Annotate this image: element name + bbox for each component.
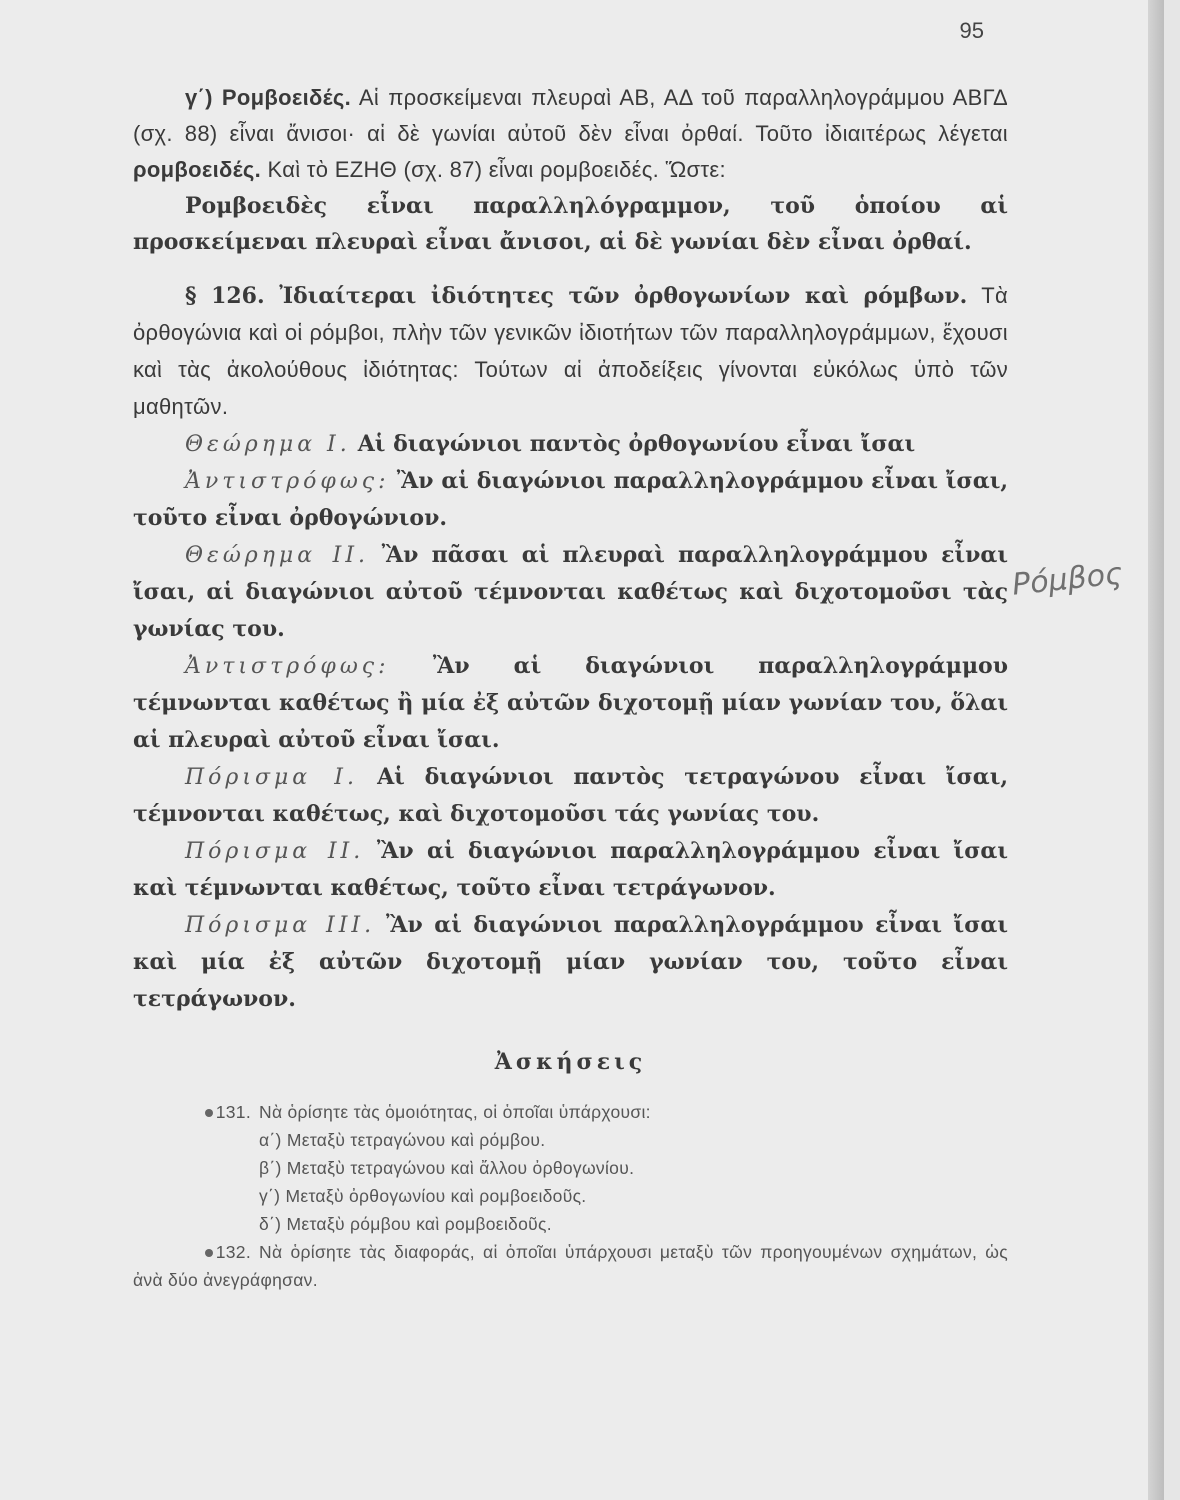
- exercise-132: [133, 1238, 1008, 1294]
- section-126-title: § 126. Ἰδιαίτεραι ἰδιότητες τῶν ὀρθογωνίων καὶ ρόμβων.: [185, 283, 968, 309]
- exercise-131: [133, 1098, 1008, 1126]
- exercise-131-item-a: α΄) Μεταξὺ τετραγώνου καὶ ρόμβου.: [259, 1130, 546, 1150]
- page-number: 95: [959, 18, 984, 43]
- exercises-list: [133, 1098, 1008, 1294]
- corollary-2-label: Πόρισμα ΙΙ.: [185, 839, 365, 864]
- theorem-1-label: Θεώρημα Ι.: [185, 432, 351, 457]
- rhomboid-text: Αἱ προσκείμεναι πλευραὶ ΑΒ, ΑΔ τοῦ παραλληλογράμμου ΑΒΓΔ (σχ. 88) εἶναι ἄνισοι· αἱ δὲ γωνίαι αὐτοῦ δὲν εἶναι ὀρθαί. Τοῦτο ἰδιαιτέρως λέγεται: [133, 85, 1008, 146]
- corollary-2-text: Ἂν αἱ διαγώνιοι παραλληλογράμμου εἶναι ἴσαι καὶ τέμνωνται καθέτως, τοῦτο εἶναι τετράγωνον.: [133, 838, 1009, 901]
- exercise-132-text: Νὰ ὁρίσητε τὰς διαφοράς, αἱ ὁποῖαι ὑπάρχουσι μεταξὺ τῶν προηγουμένων σχημάτων, ὡς ἀνὰ δύο ἀνεγράφησαν.: [133, 1242, 1008, 1290]
- exercise-131-item-c: γ΄) Μεταξὺ ὀρθογωνίου καὶ ρομβοειδοῦς.: [259, 1186, 587, 1206]
- converse-1: [133, 463, 1008, 537]
- section-126: [133, 278, 1008, 426]
- converse-1-label: Ἀντιστρόφως:: [185, 469, 390, 494]
- corollary-1: [133, 759, 1008, 833]
- rhomboid-text-2: Καὶ τὸ ΕΖΗΘ (σχ. 87) εἶναι ρομβοειδές. Ὥστε:: [267, 157, 726, 182]
- exercise-131-item-b: β΄) Μεταξὺ τετραγώνου καὶ ἄλλου ὀρθογωνίου.: [259, 1158, 635, 1178]
- exercise-131-text: Νὰ ὁρίσητε τὰς ὁμοιότητας, οἱ ὁποῖαι ὑπάρχουσι:: [259, 1102, 651, 1122]
- bullet-icon: [205, 1249, 213, 1257]
- theorem-1-text: Αἱ διαγώνιοι παντὸς ὀρθογωνίου εἶναι ἴσαι: [357, 431, 916, 457]
- theorem-2-label: Θεώρημα ΙΙ.: [185, 543, 370, 568]
- rhomboid-label: γ΄) Ρομβοειδές.: [185, 85, 352, 110]
- exercise-131-number: 131.: [133, 1098, 259, 1126]
- page-edge: [1148, 0, 1164, 1500]
- section-126-text: Τὰ ὀρθογώνια καὶ οἱ ρόμβοι, πλὴν τῶν γενικῶν ἰδιοτήτων τῶν παραλληλογράμμων, ἔχουσι καὶ τὰς ἀκολούθους ἰδιότητας: Τούτων αἱ ἀποδείξεις γίνονται εὐκόλως ὑπὸ τῶν μαθητῶν.: [133, 283, 1008, 419]
- rhomboid-definition: Ρομβοειδὲς εἶναι παραλληλόγραμμον, τοῦ ὁποίου αἱ προσκείμεναι πλευραὶ εἶναι ἄνισοι, αἱ δὲ γωνίαι δὲν εἶναι ὀρθαί.: [133, 193, 1008, 255]
- converse-2: [133, 648, 1008, 759]
- page-content: [133, 80, 1008, 1294]
- theorem-1: [133, 426, 1008, 463]
- corollary-1-text: Αἱ διαγώνιοι παντὸς τετραγώνου εἶναι ἴσαι, τέμνονται καθέτως, καὶ διχοτομοῦσι τάς γωνίας του.: [133, 764, 1008, 827]
- handwritten-margin-note: Ρόμβος: [1010, 556, 1125, 603]
- corollary-2: [133, 833, 1008, 907]
- exercises-heading: Ἀσκήσεις: [494, 1049, 647, 1075]
- exercise-131-item-d: δ΄) Μεταξὺ ρόμβου καὶ ρομβοειδοῦς.: [259, 1214, 552, 1234]
- converse-1-text: Ἂν αἱ διαγώνιοι παραλληλογράμμου εἶναι ἴσαι, τοῦτο εἶναι ὀρθογώνιον.: [133, 468, 1008, 531]
- theorem-2-text: Ἂν πᾶσαι αἱ πλευραὶ παραλληλογράμμου εἶναι ἴσαι, αἱ διαγώνιοι αὐτοῦ τέμνονται καθέτως καὶ διχοτομοῦσι τὰς γωνίας του.: [133, 542, 1008, 642]
- converse-2-label: Ἀντιστρόφως:: [185, 654, 390, 679]
- paragraph-rhomboid: [133, 80, 1008, 188]
- corollary-3-label: Πόρισμα ΙΙΙ.: [185, 913, 376, 938]
- bullet-icon: [205, 1109, 213, 1117]
- converse-2-text: Ἂν αἱ διαγώνιοι παραλληλογράμμου τέμνωνται καθέτως ἢ μία ἐξ αὐτῶν διχοτομῇ μίαν γωνίαν του, ὅλαι αἱ πλευραὶ αὐτοῦ εἶναι ἴσαι.: [133, 653, 1008, 753]
- rhomboid-term: ρομβοειδές.: [133, 157, 262, 182]
- corollary-3-text: Ἂν αἱ διαγώνιοι παραλληλογράμμου εἶναι ἴσαι καὶ μία ἐξ αὐτῶν διχοτομῇ μίαν γωνίαν του, τοῦτο εἶναι τετράγωνον.: [133, 912, 1008, 1012]
- theorem-2: [133, 537, 1008, 648]
- exercise-132-number: 132.: [133, 1238, 259, 1266]
- corollary-3: [133, 907, 1008, 1018]
- corollary-1-label: Πόρισμα Ι.: [185, 765, 358, 790]
